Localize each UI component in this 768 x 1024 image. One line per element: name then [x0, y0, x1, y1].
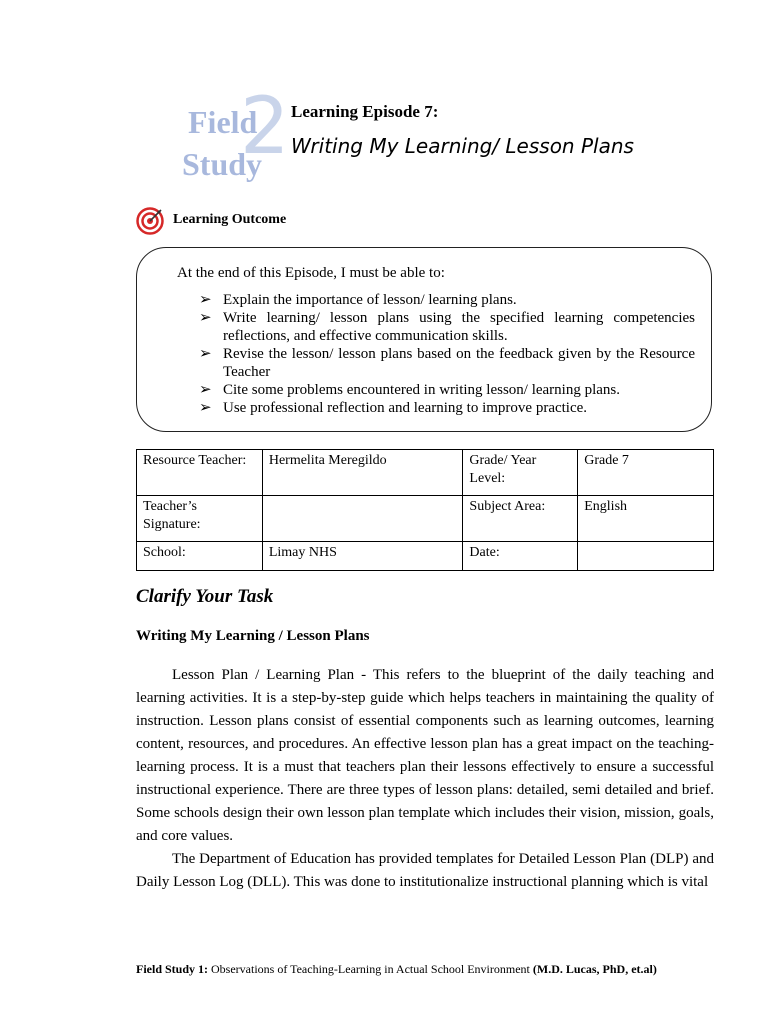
table-row — [137, 496, 714, 542]
outcome-intro: At the end of this Episode, I must be able to: — [177, 265, 445, 281]
paragraph: Lesson Plan / Learning Plan - This refers to the blueprint of the daily teaching and learning activities. It is a step-by-step guide which helps teachers in maintaining the quality of instruction. Lesson plans consist of essential components such as learning outcomes, learning content, resources, and procedures. An effective lesson plan has a great impact on the teaching-learning process. It is a must that teachers plan their lessons effectively to ensure a successful instructional experience. There are three types of lesson plans: detailed, semi detailed and brief. Some schools design their own lesson plan template which includes their vision, mission, goals, and core values. — [136, 667, 714, 844]
table-cell: Teacher’s Signature: — [137, 496, 263, 542]
learning-outcome-box — [136, 247, 712, 432]
table-row — [137, 542, 714, 571]
arrow-bullet-icon: ➢ — [199, 346, 212, 362]
info-table — [136, 449, 714, 571]
logo-word-field: Field — [188, 104, 258, 140]
outcome-item: ➢ Use professional reflection and learning to improve practice. — [199, 400, 588, 416]
episode-title: Writing My Learning/ Lesson Plans — [291, 134, 634, 158]
table-cell: Limay NHS — [262, 542, 463, 571]
table-cell: Hermelita Meregildo — [262, 450, 463, 496]
table-cell: Date: — [463, 542, 578, 571]
section-heading: Clarify Your Task — [136, 586, 274, 607]
table-cell: English — [578, 496, 714, 542]
section-subheading: Writing My Learning / Lesson Plans — [136, 628, 370, 644]
outcome-item: ➢ Revise the lesson/ lesson plans based on the feedback given by the Resource Teacher — [199, 346, 695, 380]
footer-prefix: Field Study 1: — [136, 962, 209, 976]
signature-cell — [262, 496, 463, 542]
paragraph: The Department of Education has provided templates for Detailed Lesson Plan (DLP) and Daily Lesson Log (DLL). This was done to institutionalize instructional planning which is vital — [136, 851, 714, 890]
arrow-bullet-icon: ➢ — [199, 310, 212, 326]
footer-suffix: (M.D. Lucas, PhD, et.al) — [532, 962, 657, 976]
outcome-item: ➢ Cite some problems encountered in writing lesson/ learning plans. — [199, 382, 621, 398]
table-cell: School: — [137, 542, 263, 571]
page-footer — [136, 962, 657, 977]
outcome-item: ➢ Write learning/ lesson plans using the specified learning competencies reflections, and effective communication skills. — [199, 310, 695, 344]
logo-number: 2 — [240, 82, 290, 172]
arrow-bullet-icon: ➢ — [199, 382, 212, 398]
table-cell: Grade/ Year Level: — [463, 450, 578, 496]
outcome-list — [199, 291, 695, 417]
target-icon — [136, 207, 164, 235]
arrow-bullet-icon: ➢ — [199, 400, 212, 416]
field-study-logo — [180, 82, 290, 190]
arrow-bullet-icon: ➢ — [199, 292, 212, 308]
episode-label: Learning Episode 7: — [291, 102, 439, 121]
table-cell: Resource Teacher: — [137, 450, 263, 496]
learning-outcome-label: Learning Outcome — [173, 212, 287, 227]
footer-text: Observations of Teaching-Learning in Actual School Environment — [208, 962, 533, 976]
date-cell — [578, 542, 714, 571]
table-cell: Subject Area: — [463, 496, 578, 542]
logo-word-study: Study — [182, 146, 263, 182]
table-cell: Grade 7 — [578, 450, 714, 496]
outcome-item: ➢ Explain the importance of lesson/ learning plans. — [199, 292, 517, 308]
table-row — [137, 450, 714, 496]
body-text — [136, 664, 714, 894]
